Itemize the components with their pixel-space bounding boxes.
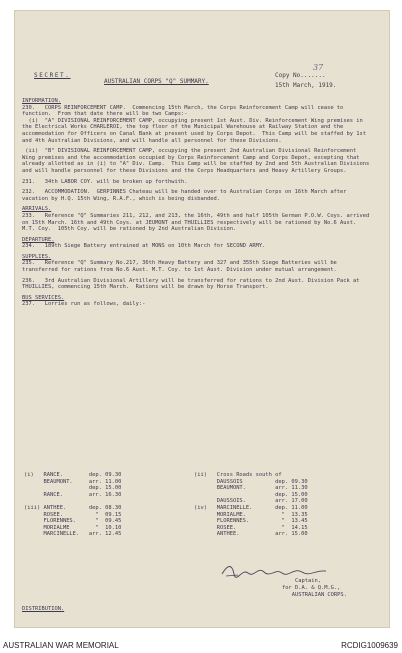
signature-block: Captain, for D.A. & Q.M.G., AUSTRALIAN CORPS. (282, 578, 347, 598)
section-heading: INFORMATION. (22, 98, 61, 104)
section-heading: BUS SERVICES. (22, 294, 65, 301)
paragraph: 233. Reference "Q" Summaries 211, 212, and 213, the 16th, 49th and half 105th German P.O.W. Coys. arrived on 15th March. 16th and 49th Coys. at JEUMONT and THUILLIES respectively will be rationed by No.6 Aust. M.T. Coy. 105th Coy. will be rationed by 2nd Australian Division. (22, 212, 373, 233)
section-heading: ARRIVALS. (22, 206, 52, 213)
paragraph: (i) "A" DIVISIONAL REINFORCEMENT CAMP, occupying present 1st Aust. Div. Reinforcement Wing premises in the Electrical Works CHARLEROI, the top floor of the Municipal Warehouse at Railway Station and the accommodation for Officers on Canal Bank at present used by Corps Depot. This Camp will be staffed by 1st and 4th Australian Divisions, and will handle all personnel for these Divisions. (22, 117, 370, 144)
paragraph: 231. 34th LABOR COY. will be broken up forthwith. (22, 178, 188, 185)
paragraph: 234. 189th Siege Battery entrained at MONS on 10th March for SECOND ARMY. (22, 243, 266, 250)
bus-timetable-right: (ii) Cross Roads south of DAUSSOIS dep. 09.30 BEAUMONT. arr. 11.30 dep. 15.00 DAUSSOIS. arr. 17.00 (iv) MARCINELLE. dep. 11.00 MORIALME. " 13.35 FLORENNES. " 13.45 ROSEE. " 14.15 ANTHEE. arr. 15.00 (194, 472, 308, 538)
archive-reference: RCDIG1009639 (341, 641, 398, 650)
bus-timetable-left: (i) RANCE. dep. 09.30 BEAUMONT. arr. 11.00 dep. 15.00 RANCE. arr. 16.30 (iii) ANTHEE. dep. 08.30 ROSEE. " 09.15 FLORENNES. " 09.45 MORIALME " 10.10 MARCINELLE. arr. 12.45 (24, 472, 122, 538)
paragraph: 235. Reference "Q" Summary No.217, 36th Heavy Battery and 327 and 355th Siege Batteries will be transferred for rations from No.6 Aust. M.T. Coy. to 1st Aust. Division under mutual arrangement. (22, 260, 341, 274)
paragraph: 237. Lorries run as follows, daily:- (22, 301, 146, 308)
copy-number-label: Copy No....... (275, 72, 326, 79)
paragraph: (ii) "B" DIVISIONAL REINFORCEMENT CAMP, occupying the present 2nd Australian Divisional Reinforcement Wing premises and the accommodation occupied by Corps Reinforcement Camp and Corps Depot, excepting that already allotted as in (i) to "A" Div. Camp. This Camp will be staffed by 2nd and 5th Australian Divisions and will handle personnel for these Divisions and the Corps Headquarters and Heavy Artillery Groups. (22, 148, 373, 174)
distribution-heading: DISTRIBUTION. (22, 606, 65, 612)
archive-credit: AUSTRALIAN WAR MEMORIAL (3, 641, 119, 650)
document-date: 15th March, 1919. (275, 82, 337, 89)
paragraph: 236. 3rd Australian Divisional Artillery will be transferred for rations to 2nd Aust. Division Pack at THUILLIES, commencing 15th March. Rations will be drawn by Horse Transport. (22, 277, 363, 291)
classification-label: SECRET. (34, 72, 71, 79)
paragraph: 232. ACCOMMODATION. GERPINNES Chateau will be handed over to Australian Corps on 16th March after vacation by H.Q. 15th Wing, R.A.F., which is being disbanded. (22, 189, 350, 202)
section-heading: DEPARTURE. (22, 236, 55, 243)
copy-number-handwritten: 37 (313, 63, 324, 72)
document-title: AUSTRALIAN CORPS "Q" SUMMARY. (104, 78, 209, 85)
paragraph: 230. CORPS REINFORCEMENT CAMP. Commencing 15th March, the Corps Reinforcement Camp will cease to function. From that date there will be two Camps:- (22, 104, 347, 118)
document-body (22, 94, 372, 308)
section-heading: SUPPLIES. (22, 253, 52, 260)
